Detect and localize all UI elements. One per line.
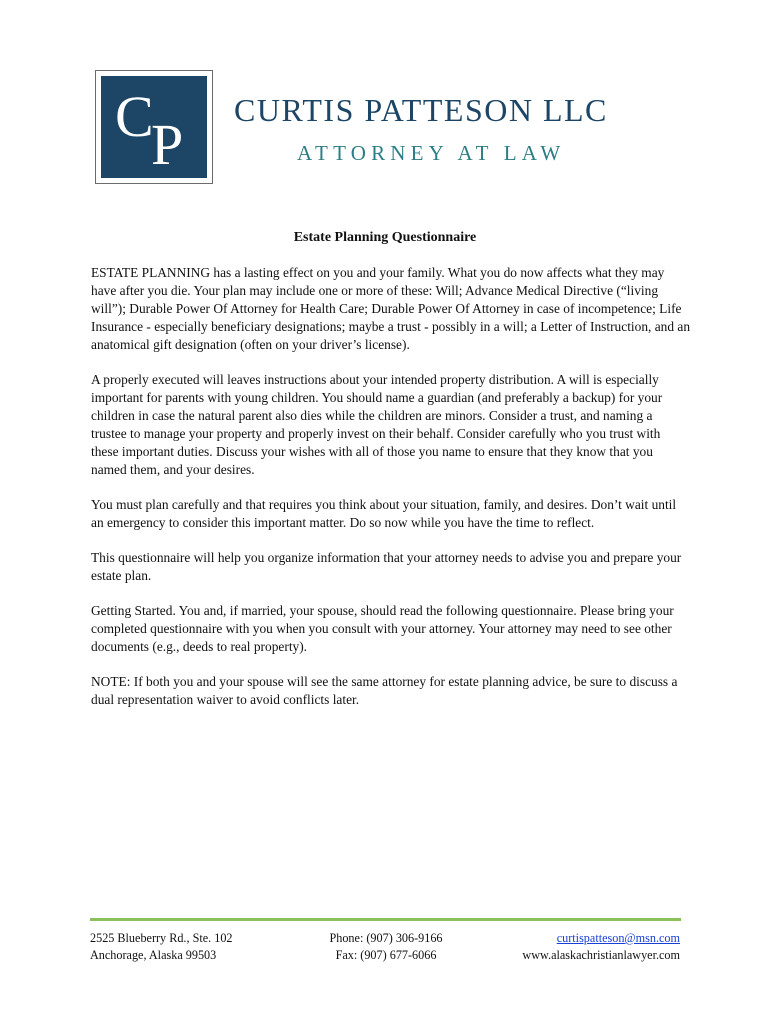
website-text: www.alaskachristianlawyer.com [522,948,680,962]
paragraph-will-instructions: A properly executed will leaves instructions about your intended property distribution. A will is especially important for parents with young children. You should name a guardian (and preferably a backup) for your children in case the natural parent also dies while the children are minors. Consider a trust, and naming a trustee to manage your property and properly invest on their behalf. Consider carefully who you trust with these important duties. Discuss your wishes with all of those you name to ensure that they know that you named them, and your desires. [91,372,663,477]
paragraph-questionnaire-purpose: This questionnaire will help you organize information that your attorney needs to advise you and prepare your estate plan. [91,550,682,583]
logo-letter-c: C [115,84,154,149]
email-link[interactable]: curtispatteson@msn.com [556,931,680,945]
paragraph-getting-started: Getting Started. You and, if married, your spouse, should read the following questionnaire. Please bring your completed questionnaire with you when you consult with your attorney. Your attorney may need to see other documents (e.g., deeds to real property). [91,603,674,654]
document-body [91,264,691,726]
logo-letter-p: P [151,112,184,177]
footer-contact-numbers [296,930,476,964]
logo-background [101,76,207,178]
firm-subtitle: ATTORNEY AT LAW [297,141,566,165]
paragraph-estate-planning-intro: ESTATE PLANNING has a lasting effect on you and your family. What you do now affects what they may have after you die. Your plan may include one or more of these: Will; Advance Medical Directive (“living will”); Durable Power Of Attorney for Health Care; Durable Power Of Attorney in case of incompetence; Life Insurance - especially beneficiary designations; maybe a trust - possibly in a will; a Letter of Instruction, and an anatomical gift designation (often on your driver’s license). [91,265,691,352]
paragraph-plan-carefully: You must plan carefully and that requires you think about your situation, family, and desires. Don’t wait until an emergency to consider this important matter. Do so now while you have the time to reflect. [91,497,677,530]
firm-logo [95,70,213,184]
footer-address [90,930,233,964]
footer-online-contact [522,930,680,964]
phone-number: Phone: (907) 306-9166 [329,931,443,945]
address-line-2: Anchorage, Alaska 99503 [90,948,217,962]
paragraph-note: NOTE: If both you and your spouse will see the same attorney for estate planning advice, be sure to discuss a dual representation waiver to avoid conflicts later. [91,674,678,707]
address-line-1: 2525 Blueberry Rd., Ste. 102 [90,931,233,945]
fax-number: Fax: (907) 677-6066 [335,948,437,962]
firm-name: CURTIS PATTESON LLC [234,92,608,128]
footer-divider [90,918,681,921]
document-title: Estate Planning Questionnaire [293,230,477,245]
